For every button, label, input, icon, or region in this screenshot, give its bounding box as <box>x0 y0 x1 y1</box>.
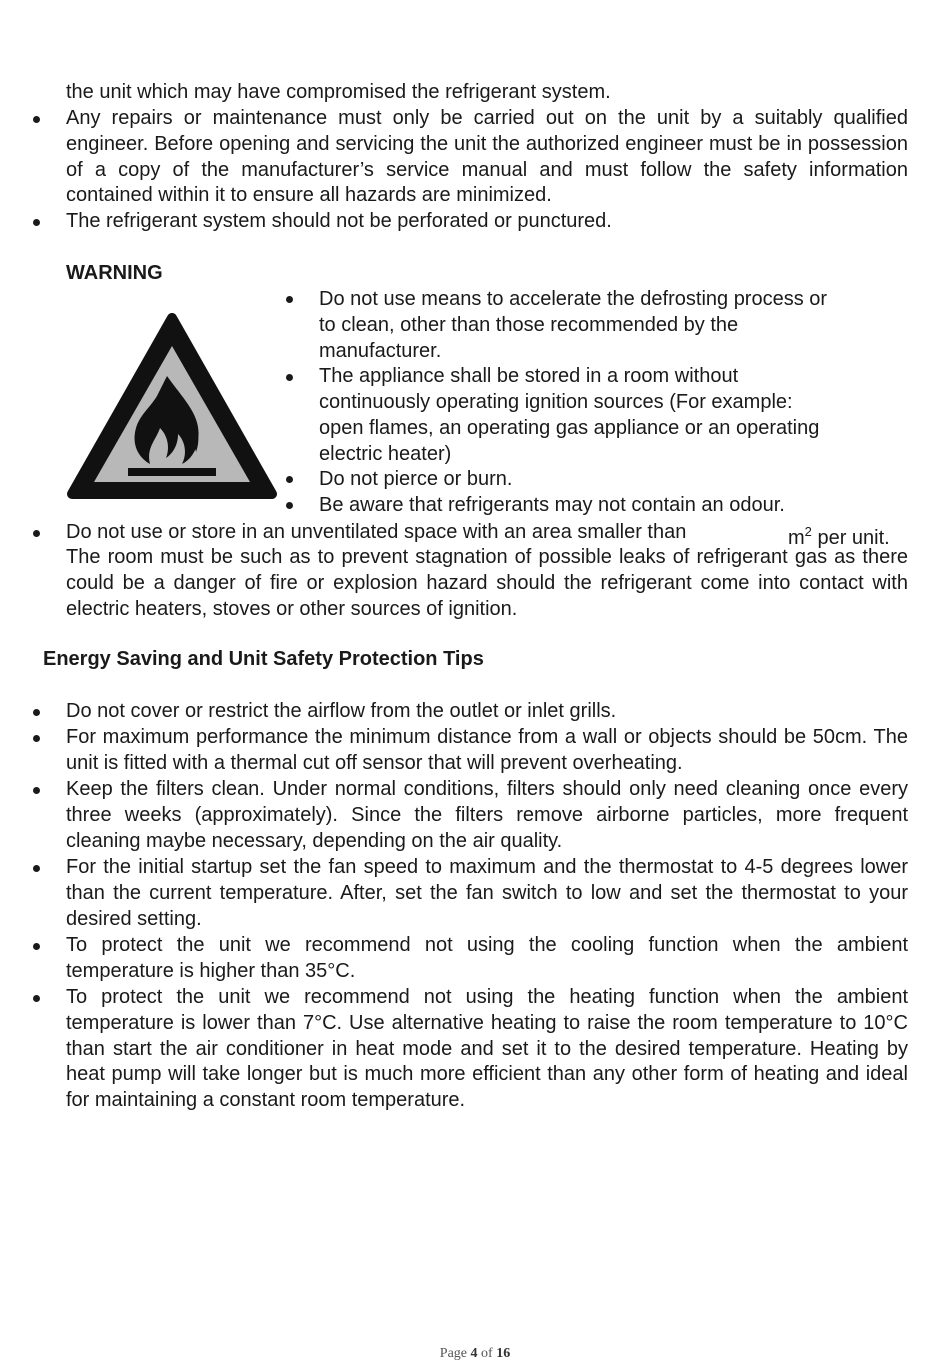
energy-section-heading: Energy Saving and Unit Safety Protection Tips <box>43 648 484 670</box>
energy-tip-6: To protect the unit we recommend not using the heating function when the ambient temperature is lower than 7°C. Use alternative heating to raise the room temperature to 10°C than start the air conditioner in heat mode and set it to the desired temperature. Heating by heat pump will take longer but is much more efficient than any other form of heating and ideal for maintaining a constant room temperature. <box>66 986 908 1112</box>
intro-line: the unit which may have compromised the refrigerant system. <box>66 81 611 103</box>
unit-suffix: per unit. <box>811 527 890 549</box>
warning-item-2-line-4: electric heater) <box>319 443 452 465</box>
repairs-bullet-text: Any repairs or maintenance must only be carried out on the unit by a suitably qualified engineer. Before opening and servicing the unit the authorized engineer must be in possession of a copy of the manufacturer’s service manual and must follow the safety information contained within it to ensure all hazards are minimized. <box>66 107 908 207</box>
warning-item-3: Do not pierce or burn. <box>319 468 513 490</box>
page-total: 16 <box>496 1346 511 1361</box>
bullet-marker <box>286 476 293 483</box>
bullet-marker <box>33 943 40 950</box>
bullet-marker <box>33 995 40 1002</box>
energy-tip-1: Do not cover or restrict the airflow from the outlet or inlet grills. <box>66 700 617 722</box>
bullet-marker <box>286 296 293 303</box>
ventilation-text-start: Do not use or store in an unventilated space with an area smaller than <box>66 521 687 543</box>
unit-superscript: 2 <box>804 524 812 539</box>
unit-m: m <box>788 527 805 549</box>
bullet-marker <box>286 374 293 381</box>
page-number: 4 <box>470 1346 478 1361</box>
warning-item-2-line-1: The appliance shall be stored in a room without <box>319 365 739 387</box>
warning-item-2-line-3: open flames, an operating gas appliance or an operating <box>319 417 820 439</box>
bullet-marker <box>33 219 40 226</box>
refrigerant-bullet-text: The refrigerant system should not be perforated or punctured. <box>66 210 612 232</box>
bullet-marker <box>33 787 40 794</box>
bullet-marker <box>33 735 40 742</box>
warning-item-1-line-3: manufacturer. <box>319 340 442 362</box>
warning-item-1-line-1: Do not use means to accelerate the defrosting process or <box>319 288 828 310</box>
bullet-marker <box>33 709 40 716</box>
warning-heading: WARNING <box>66 262 163 284</box>
page-footer <box>0 1346 950 1362</box>
flammable-warning-icon <box>66 312 278 502</box>
energy-tip-2: For maximum performance the minimum distance from a wall or objects should be 50cm. The unit is fitted with a thermal cut off sensor that will prevent overheating. <box>66 726 908 774</box>
page-word: Page <box>439 1346 468 1361</box>
ventilation-text-rest: The room must be such as to prevent stagnation of possible leaks of refrigerant gas as there could be a danger of fire or explosion hazard should the refrigerant come into contact with electric heaters, stoves or other sources of ignition. <box>66 546 908 620</box>
warning-item-1-line-2: to clean, other than those recommended by the <box>319 314 739 336</box>
warning-item-2-line-2: continuously operating ignition sources (For example: <box>319 391 793 413</box>
energy-tip-4: For the initial startup set the fan speed to maximum and the thermostat to 4-5 degrees lower than the current temperature. After, set the fan switch to low and set the thermostat to your desired setting. <box>66 856 908 930</box>
bullet-marker <box>33 530 40 537</box>
energy-tip-3: Keep the filters clean. Under normal conditions, filters should only need cleaning once every three weeks (approximately). Since the filters remove airborne particles, more frequent cleaning maybe necessary, depending on the air quality. <box>66 778 908 852</box>
energy-tip-5: To protect the unit we recommend not using the cooling function when the ambient temperature is higher than 35°C. <box>66 934 908 982</box>
bullet-marker <box>33 865 40 872</box>
bullet-marker <box>286 502 293 509</box>
warning-item-4: Be aware that refrigerants may not contain an odour. <box>319 494 785 516</box>
of-word: of <box>481 1346 493 1361</box>
bullet-marker <box>33 116 40 123</box>
